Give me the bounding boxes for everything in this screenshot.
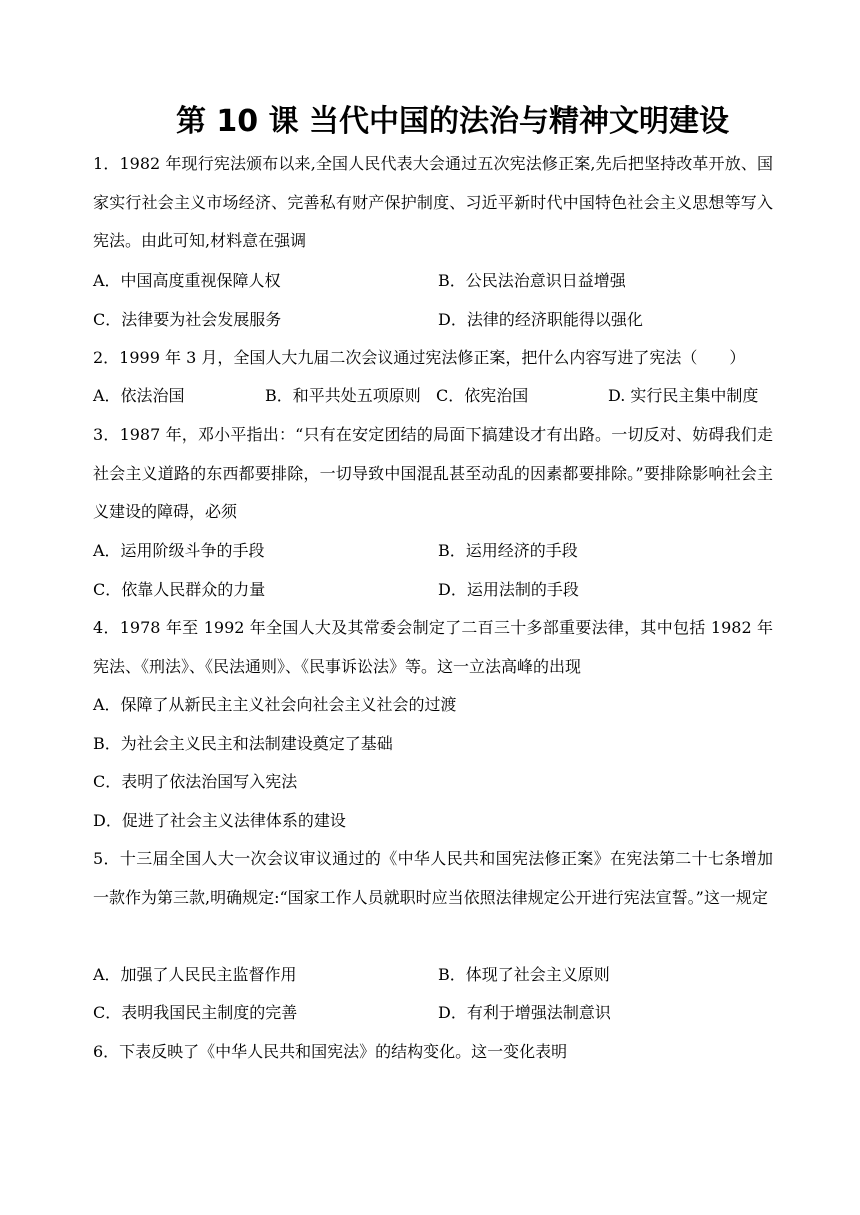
question-4-stem: 4．1978 年至 1992 年全国人大及其常委会制定了二百三十多部重要法律，其中包括 1982 年宪法、《刑法》、《民法通则》、《民事诉讼法》等。这一立法高峰的出现 xyxy=(93,618,773,676)
question-3-option-c[interactable]: C．依靠人民群众的力量 xyxy=(93,580,266,599)
question-1-stem: 1．1982 年现行宪法颁布以来,全国人民代表大会通过五次宪法修正案,先后把坚持改革开放、国家实行社会主义市场经济、完善私有财产保护制度、习近平新时代中国特色社会主义思想等写入宪法。由此可知,材料意在强调 xyxy=(93,154,773,250)
question-1-option-d[interactable]: D．法律的经济职能得以强化 xyxy=(438,310,643,329)
page-title: 第 10 课 当代中国的法治与精神文明建设 xyxy=(175,104,730,139)
question-2-stem: 2．1999 年 3 月，全国人大九届二次会议通过宪法修正案，把什么内容写进了宪法（ ） xyxy=(93,348,746,367)
question-2-option-b[interactable]: B．和平共处五项原则 xyxy=(265,386,421,405)
question-2-option-a[interactable]: A．依法治国 xyxy=(93,386,185,405)
question-4-option-c[interactable]: C．表明了依法治国写入宪法 xyxy=(93,772,298,791)
question-2-option-d[interactable]: D. 实行民主集中制度 xyxy=(608,386,759,405)
question-5-option-a[interactable]: A．加强了人民民主监督作用 xyxy=(93,965,297,984)
question-3-option-d[interactable]: D．运用法制的手段 xyxy=(438,580,579,599)
question-4-option-d[interactable]: D．促进了社会主义法律体系的建设 xyxy=(93,811,346,830)
question-4-option-a[interactable]: A．保障了从新民主主义社会向社会主义社会的过渡 xyxy=(93,695,457,714)
question-4-option-b[interactable]: B．为社会主义民主和法制建设奠定了基础 xyxy=(93,734,393,753)
question-6-stem: 6．下表反映了《中华人民共和国宪法》的结构变化。这一变化表明 xyxy=(93,1042,568,1061)
question-5-option-c[interactable]: C．表明我国民主制度的完善 xyxy=(93,1003,298,1022)
question-2-option-c[interactable]: C．依宪治国 xyxy=(436,386,529,405)
question-3-option-a[interactable]: A．运用阶级斗争的手段 xyxy=(93,541,265,560)
question-1-option-c[interactable]: C．法律要为社会发展服务 xyxy=(93,310,282,329)
question-5-stem: 5．十三届全国人大一次会议审议通过的《中华人民共和国宪法修正案》在宪法第二十七条增加一款作为第三款,明确规定:“国家工作人员就职时应当依照法律规定公开进行宪法宣誓。”这一规定 xyxy=(93,849,773,907)
question-1-option-b[interactable]: B．公民法治意识日益增强 xyxy=(438,271,626,290)
question-5-option-d[interactable]: D．有利于增强法制意识 xyxy=(438,1003,611,1022)
question-3-stem: 3．1987 年，邓小平指出：“只有在安定团结的局面下搞建设才有出路。一切反对、妨碍我们走社会主义道路的东西都要排除，一切导致中国混乱甚至动乱的因素都要排除。”要排除影响社会主义建设的障碍，必须 xyxy=(93,425,773,521)
question-1-option-a[interactable]: A．中国高度重视保障人权 xyxy=(93,271,281,290)
question-5-option-b[interactable]: B．体现了社会主义原则 xyxy=(438,965,610,984)
question-3-option-b[interactable]: B．运用经济的手段 xyxy=(438,541,578,560)
